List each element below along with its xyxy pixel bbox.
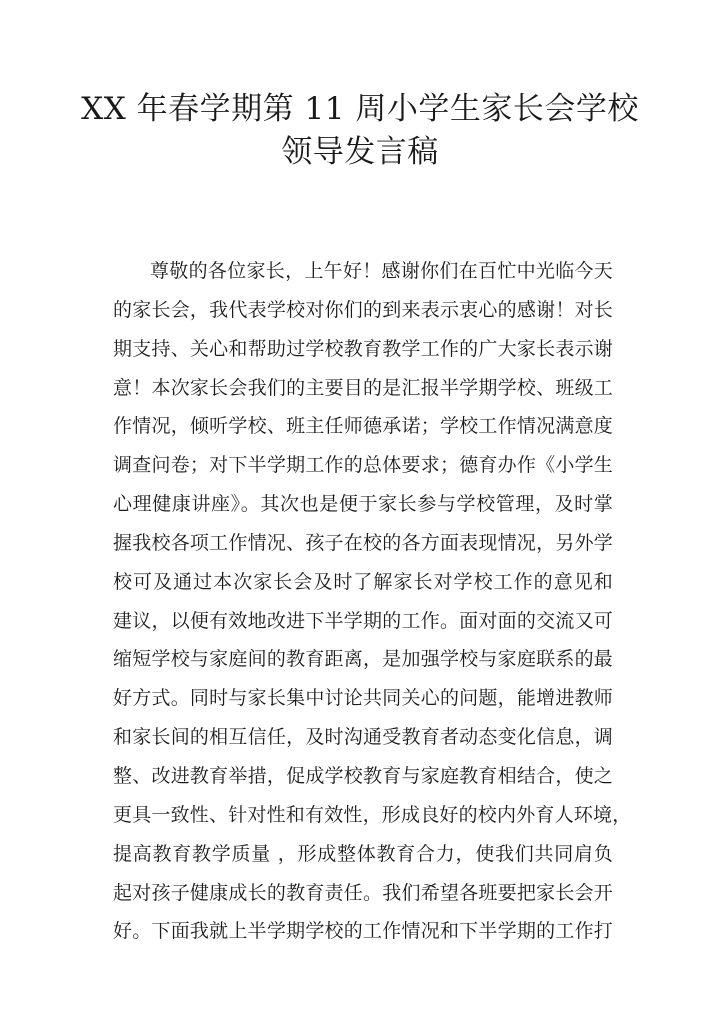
- body-line: 意！本次家长会我们的主要目的是汇报半学期学校、班级工: [113, 376, 613, 399]
- body-line: 建议，以便有效地改进下半学期的工作。面对面的交流又可: [113, 609, 613, 632]
- body-line: 调查问卷；对下半学期工作的总体要求；德育办作《小学生: [113, 454, 613, 477]
- body-line: 更具一致性、针对性和有效性，形成良好的校内外育人环境，: [113, 803, 632, 826]
- body-line: 缩短学校与家庭间的教育距离，是加强学校与家庭联系的最: [113, 648, 613, 671]
- body-line: 整、改进教育举措，促成学校教育与家庭教育相结合，使之: [113, 764, 613, 787]
- body-line: 和家长间的相互信任，及时沟通受教育者动态变化信息，调: [113, 726, 613, 749]
- body-line: 起对孩子健康成长的教育责任。我们希望各班要把家长会开: [113, 881, 613, 904]
- title-line-1: XX 年春学期第 11 周小学生家长会学校: [81, 91, 639, 127]
- body-line: 期支持、关心和帮助过学校教育教学工作的广大家长表示谢: [113, 337, 613, 360]
- title-line-2: 领导发言稿: [281, 134, 439, 170]
- body-line: 心理健康讲座》。其次也是便于家长参与学校管理，及时掌: [113, 493, 613, 516]
- body-line: 提高教育教学质量 ，形成整体教育合力，使我们共同肩负: [113, 842, 613, 865]
- body-line: 好。下面我就上半学期学校的工作情况和下半学期的工作打: [113, 920, 613, 943]
- document-title: [70, 88, 650, 174]
- body-line: 尊敬的各位家长，上午好！感谢你们在百忙中光临今天: [150, 260, 613, 282]
- body-line: 作情况，倾听学校、班主任师德承诺；学校工作情况满意度: [113, 415, 613, 438]
- body-line: 校可及通过本次家长会及时了解家长对学校工作的意见和: [113, 570, 613, 593]
- body-line: 握我校各项工作情况、孩子在校的各方面表现情况，另外学: [113, 531, 613, 554]
- body-line: 的家长会，我代表学校对你们的到来表示衷心的感谢！对长: [113, 298, 613, 321]
- body-line: 好方式。同时与家长集中讨论共同关心的问题，能增进教师: [113, 687, 613, 710]
- document-body: [113, 252, 632, 951]
